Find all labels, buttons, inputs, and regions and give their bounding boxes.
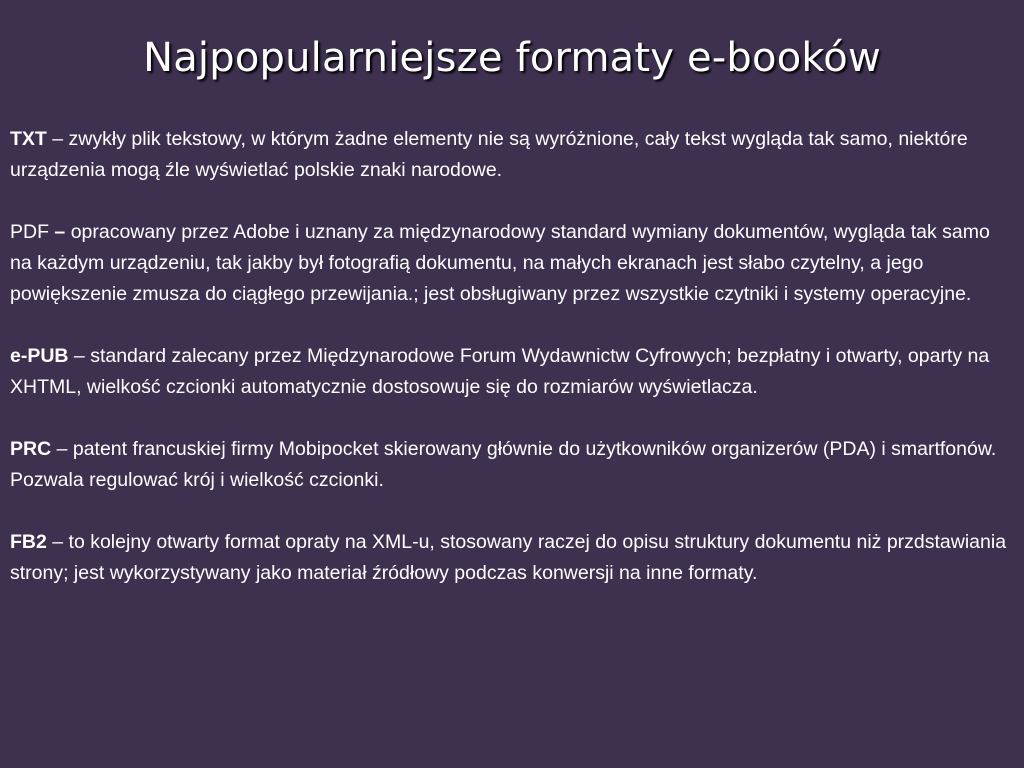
format-description: opracowany przez Adobe i uznany za międzynarodowy standard wymiany dokumentów, wygląda tak samo na każdym urządzeniu, tak jakby był fotografią dokumentu, na małych ekranach jest słabo czytelny, a jego powiększenie zmusza do ciągłego przewijania.; jest obsługiwany przez wszystkie czytniki i systemy operacyjne. xyxy=(10,221,990,305)
format-description: patent francuskiej firmy Mobipocket skierowany głównie do użytkowników organizerów (PDA) i smartfonów. Pozwala regulować krój i wielkość czcionki. xyxy=(10,438,997,491)
format-separator: – xyxy=(68,345,91,367)
format-separator: – xyxy=(51,438,73,460)
format-term: FB2 xyxy=(10,531,47,553)
format-term: PDF xyxy=(10,221,55,243)
slide-title: Najpopularniejsze formaty e-booków xyxy=(143,35,881,81)
format-txt xyxy=(10,124,1014,186)
format-epub xyxy=(10,341,1014,403)
format-description: to kolejny otwarty format oprаty na XML-u, stosowany raczej do opisu struktury dokumentu niż przdstawiania strony; jest wykorzystywany jako materiał źródłowy podczas konwersji na inne formaty. xyxy=(10,531,1007,584)
format-term: PRC xyxy=(10,438,52,460)
format-description: standard zalecany przez Międzynarodowe Forum Wydawnictw Cyfrowych; bezpłatny i otwarty, oparty na XHTML, wielkość czcionki automatycznie dostosowuje się do rozmiarów wyświetlacza. xyxy=(10,345,990,398)
format-prc xyxy=(10,434,1014,496)
format-term: TXT xyxy=(10,128,47,150)
format-description: zwykły plik tekstowy, w którym żadne elementy nie są wyróżnione, cały tekst wygląda tak samo, niektóre urządzenia mogą źle wyświetlać polskie znaki narodowe. xyxy=(10,128,968,181)
format-separator: – xyxy=(54,221,71,243)
format-separator: – xyxy=(46,128,69,150)
slide-body xyxy=(10,124,1014,620)
format-term: e-PUB xyxy=(10,345,69,367)
format-separator: – xyxy=(46,531,69,553)
format-fb2 xyxy=(10,527,1014,589)
format-pdf xyxy=(10,217,1014,310)
